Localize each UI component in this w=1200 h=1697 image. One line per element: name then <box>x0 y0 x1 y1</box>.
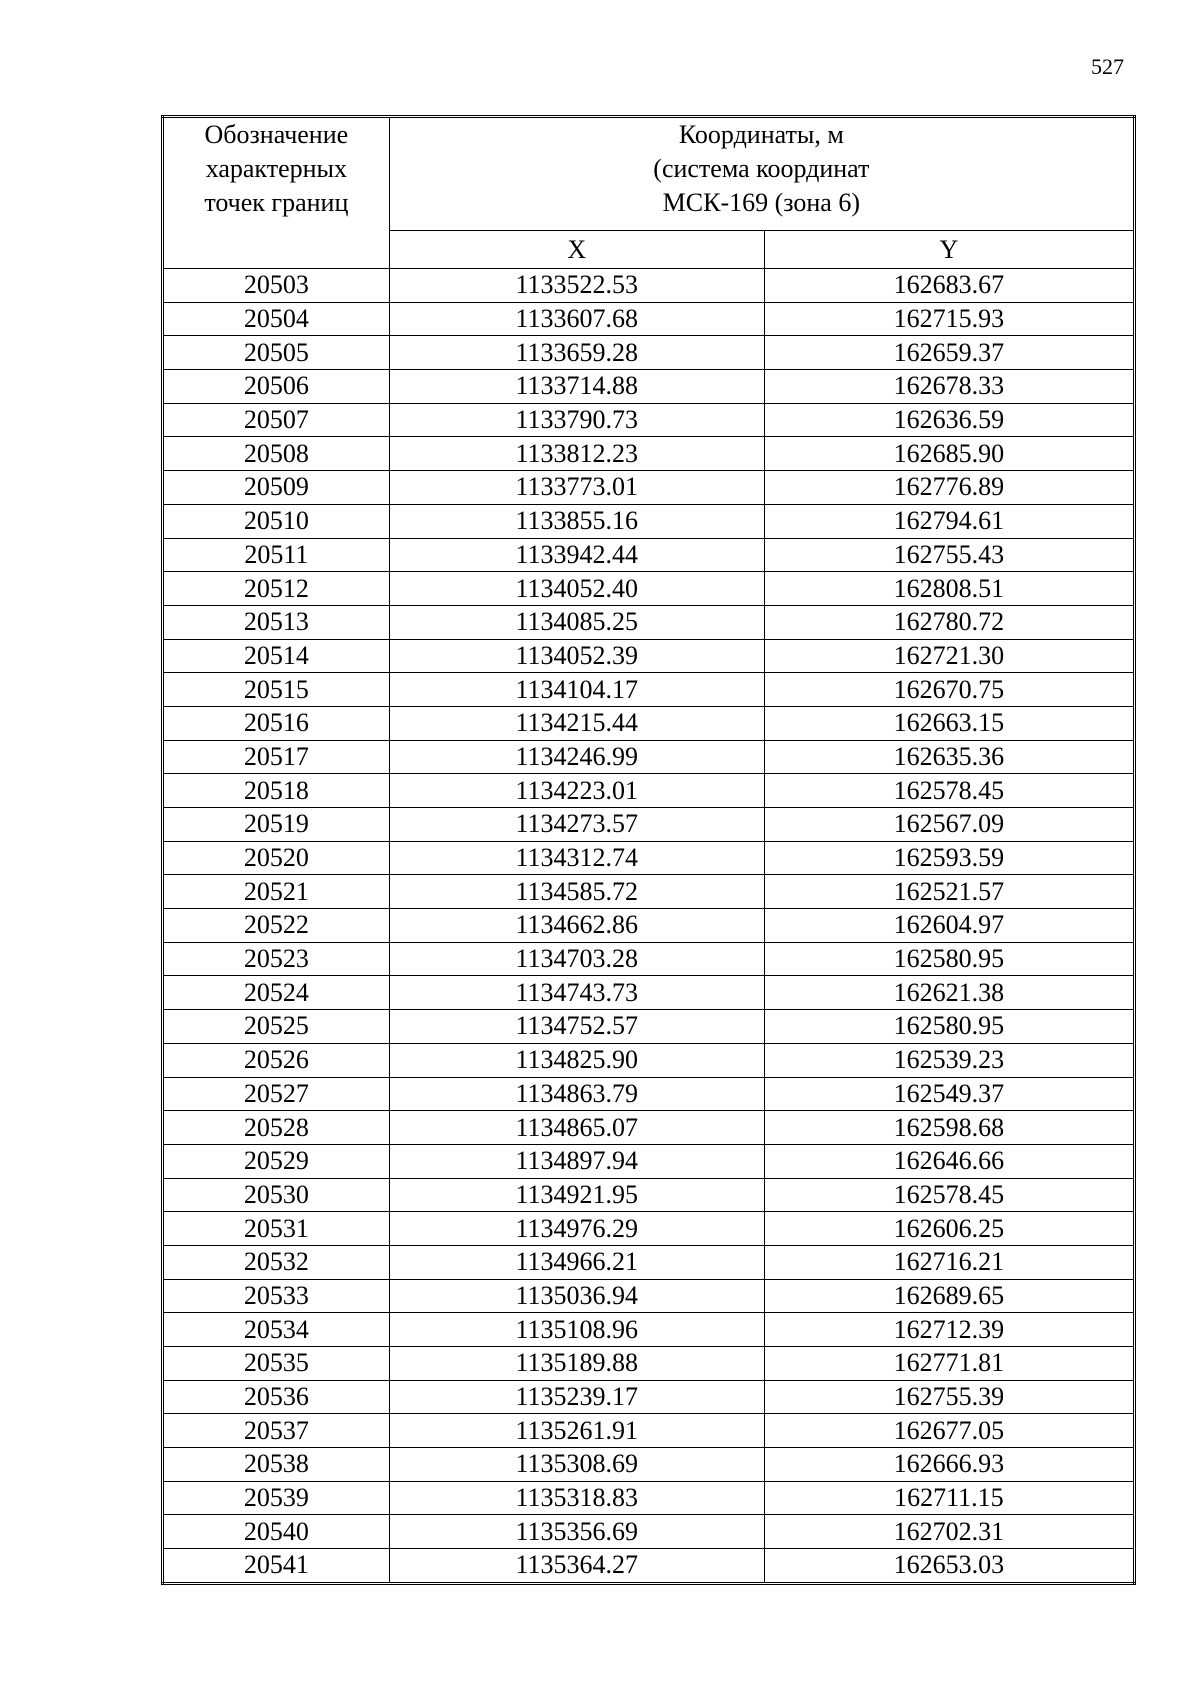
point-id-cell: 20512 <box>163 572 390 606</box>
x-coordinate-cell: 1134825.90 <box>389 1043 764 1077</box>
points-column-header <box>163 117 390 269</box>
x-coordinate-cell: 1135036.94 <box>389 1279 764 1313</box>
point-id-cell: 20525 <box>163 1010 390 1044</box>
table-row <box>163 774 1135 808</box>
y-coordinate-cell: 162578.45 <box>764 1178 1134 1212</box>
x-coordinate-cell: 1134897.94 <box>389 1144 764 1178</box>
point-id-cell: 20503 <box>163 269 390 303</box>
x-coordinate-cell: 1134273.57 <box>389 808 764 842</box>
x-coordinate-cell: 1133607.68 <box>389 302 764 336</box>
y-coordinate-cell: 162578.45 <box>764 774 1134 808</box>
x-coordinate-cell: 1134104.17 <box>389 673 764 707</box>
point-id-cell: 20536 <box>163 1380 390 1414</box>
x-coordinate-cell: 1135239.17 <box>389 1380 764 1414</box>
point-id-cell: 20530 <box>163 1178 390 1212</box>
y-coordinate-cell: 162636.59 <box>764 403 1134 437</box>
x-coordinate-cell: 1133790.73 <box>389 403 764 437</box>
point-id-cell: 20513 <box>163 605 390 639</box>
table-row <box>163 403 1135 437</box>
y-coordinate-cell: 162702.31 <box>764 1515 1134 1549</box>
x-coordinate-cell: 1134312.74 <box>389 841 764 875</box>
y-coordinate-cell: 162689.65 <box>764 1279 1134 1313</box>
coords-header-line: Координаты, м <box>678 120 844 149</box>
table-row <box>163 1347 1135 1381</box>
y-coordinate-cell: 162598.68 <box>764 1111 1134 1145</box>
point-id-cell: 20522 <box>163 909 390 943</box>
coordinates-column-header <box>389 117 1134 231</box>
y-coordinate-cell: 162521.57 <box>764 875 1134 909</box>
point-id-cell: 20532 <box>163 1245 390 1279</box>
x-coordinate-cell: 1135318.83 <box>389 1481 764 1515</box>
table-row <box>163 1212 1135 1246</box>
x-coordinate-cell: 1134246.99 <box>389 740 764 774</box>
table-row <box>163 1380 1135 1414</box>
table-row <box>163 1414 1135 1448</box>
table-row <box>163 673 1135 707</box>
x-coordinate-cell: 1134085.25 <box>389 605 764 639</box>
table-row <box>163 1313 1135 1347</box>
point-id-cell: 20510 <box>163 504 390 538</box>
y-coordinate-cell: 162604.97 <box>764 909 1134 943</box>
coords-header-line: (система координат <box>653 154 870 183</box>
x-coordinate-cell: 1134703.28 <box>389 942 764 976</box>
point-id-cell: 20521 <box>163 875 390 909</box>
x-coordinate-cell: 1133659.28 <box>389 336 764 370</box>
table-row <box>163 605 1135 639</box>
x-coordinate-cell: 1134215.44 <box>389 706 764 740</box>
table-row <box>163 1178 1135 1212</box>
x-coordinate-cell: 1135261.91 <box>389 1414 764 1448</box>
table-row <box>163 269 1135 303</box>
y-coordinate-cell: 162716.21 <box>764 1245 1134 1279</box>
table-row <box>163 1549 1135 1584</box>
point-id-cell: 20526 <box>163 1043 390 1077</box>
point-id-cell: 20531 <box>163 1212 390 1246</box>
y-coordinate-cell: 162653.03 <box>764 1549 1134 1584</box>
point-id-cell: 20517 <box>163 740 390 774</box>
y-coordinate-cell: 162666.93 <box>764 1448 1134 1482</box>
point-id-cell: 20507 <box>163 403 390 437</box>
table-row <box>163 1245 1135 1279</box>
x-coordinate-cell: 1133522.53 <box>389 269 764 303</box>
y-coordinate-cell: 162567.09 <box>764 808 1134 842</box>
point-id-cell: 20505 <box>163 336 390 370</box>
table-row <box>163 437 1135 471</box>
table-row <box>163 1144 1135 1178</box>
table-row <box>163 1077 1135 1111</box>
y-coordinate-cell: 162808.51 <box>764 572 1134 606</box>
table-header <box>163 117 1135 269</box>
points-header-line: Обозначение <box>204 120 349 149</box>
point-id-cell: 20528 <box>163 1111 390 1145</box>
point-id-cell: 20527 <box>163 1077 390 1111</box>
y-coordinate-cell: 162755.39 <box>764 1380 1134 1414</box>
x-column-header: X <box>389 231 764 269</box>
point-id-cell: 20539 <box>163 1481 390 1515</box>
y-coordinate-cell: 162755.43 <box>764 538 1134 572</box>
coords-header-line: МСК-169 (зона 6) <box>662 188 861 217</box>
point-id-cell: 20511 <box>163 538 390 572</box>
y-coordinate-cell: 162776.89 <box>764 471 1134 505</box>
x-coordinate-cell: 1134052.39 <box>389 639 764 673</box>
point-id-cell: 20506 <box>163 370 390 404</box>
points-header-line: точек границ <box>204 188 349 217</box>
point-id-cell: 20514 <box>163 639 390 673</box>
y-coordinate-cell: 162715.93 <box>764 302 1134 336</box>
x-coordinate-cell: 1133855.16 <box>389 504 764 538</box>
x-coordinate-cell: 1134223.01 <box>389 774 764 808</box>
point-id-cell: 20535 <box>163 1347 390 1381</box>
y-coordinate-cell: 162712.39 <box>764 1313 1134 1347</box>
point-id-cell: 20540 <box>163 1515 390 1549</box>
table-row <box>163 1481 1135 1515</box>
point-id-cell: 20518 <box>163 774 390 808</box>
coordinates-table <box>161 115 1136 1585</box>
point-id-cell: 20537 <box>163 1414 390 1448</box>
point-id-cell: 20529 <box>163 1144 390 1178</box>
table-row <box>163 1515 1135 1549</box>
x-coordinate-cell: 1134976.29 <box>389 1212 764 1246</box>
y-coordinate-cell: 162646.66 <box>764 1144 1134 1178</box>
table-row <box>163 572 1135 606</box>
table-row <box>163 875 1135 909</box>
point-id-cell: 20508 <box>163 437 390 471</box>
table-row <box>163 942 1135 976</box>
table-row <box>163 976 1135 1010</box>
table-row <box>163 808 1135 842</box>
table-row <box>163 302 1135 336</box>
table-row <box>163 370 1135 404</box>
point-id-cell: 20523 <box>163 942 390 976</box>
table-row <box>163 1448 1135 1482</box>
table-row <box>163 538 1135 572</box>
y-coordinate-cell: 162685.90 <box>764 437 1134 471</box>
table-row <box>163 639 1135 673</box>
x-coordinate-cell: 1135108.96 <box>389 1313 764 1347</box>
y-coordinate-cell: 162677.05 <box>764 1414 1134 1448</box>
x-coordinate-cell: 1133812.23 <box>389 437 764 471</box>
point-id-cell: 20538 <box>163 1448 390 1482</box>
point-id-cell: 20534 <box>163 1313 390 1347</box>
x-coordinate-cell: 1135364.27 <box>389 1549 764 1584</box>
y-coordinate-cell: 162721.30 <box>764 639 1134 673</box>
x-coordinate-cell: 1134585.72 <box>389 875 764 909</box>
x-coordinate-cell: 1134863.79 <box>389 1077 764 1111</box>
point-id-cell: 20541 <box>163 1549 390 1584</box>
table-row <box>163 1010 1135 1044</box>
table-row <box>163 504 1135 538</box>
point-id-cell: 20509 <box>163 471 390 505</box>
y-coordinate-cell: 162593.59 <box>764 841 1134 875</box>
y-coordinate-cell: 162621.38 <box>764 976 1134 1010</box>
x-coordinate-cell: 1135189.88 <box>389 1347 764 1381</box>
y-coordinate-cell: 162771.81 <box>764 1347 1134 1381</box>
table-row <box>163 336 1135 370</box>
x-coordinate-cell: 1134052.40 <box>389 572 764 606</box>
table-row <box>163 1043 1135 1077</box>
y-coordinate-cell: 162580.95 <box>764 1010 1134 1044</box>
point-id-cell: 20524 <box>163 976 390 1010</box>
table-row <box>163 1111 1135 1145</box>
table-row <box>163 740 1135 774</box>
y-column-header: Y <box>764 231 1134 269</box>
table-row <box>163 841 1135 875</box>
point-id-cell: 20515 <box>163 673 390 707</box>
point-id-cell: 20519 <box>163 808 390 842</box>
table-row <box>163 1279 1135 1313</box>
table-row <box>163 909 1135 943</box>
y-coordinate-cell: 162580.95 <box>764 942 1134 976</box>
y-coordinate-cell: 162539.23 <box>764 1043 1134 1077</box>
x-coordinate-cell: 1133942.44 <box>389 538 764 572</box>
y-coordinate-cell: 162635.36 <box>764 740 1134 774</box>
table-body <box>163 269 1135 1584</box>
point-id-cell: 20520 <box>163 841 390 875</box>
x-coordinate-cell: 1133714.88 <box>389 370 764 404</box>
page-number: 527 <box>1091 54 1124 79</box>
y-coordinate-cell: 162670.75 <box>764 673 1134 707</box>
x-coordinate-cell: 1134752.57 <box>389 1010 764 1044</box>
x-coordinate-cell: 1135356.69 <box>389 1515 764 1549</box>
point-id-cell: 20516 <box>163 706 390 740</box>
x-coordinate-cell: 1134921.95 <box>389 1178 764 1212</box>
point-id-cell: 20533 <box>163 1279 390 1313</box>
y-coordinate-cell: 162663.15 <box>764 706 1134 740</box>
y-coordinate-cell: 162780.72 <box>764 605 1134 639</box>
x-coordinate-cell: 1135308.69 <box>389 1448 764 1482</box>
y-coordinate-cell: 162711.15 <box>764 1481 1134 1515</box>
points-header-line: характерных <box>205 154 347 183</box>
x-coordinate-cell: 1134743.73 <box>389 976 764 1010</box>
y-coordinate-cell: 162678.33 <box>764 370 1134 404</box>
y-coordinate-cell: 162549.37 <box>764 1077 1134 1111</box>
y-coordinate-cell: 162659.37 <box>764 336 1134 370</box>
x-coordinate-cell: 1134662.86 <box>389 909 764 943</box>
y-coordinate-cell: 162794.61 <box>764 504 1134 538</box>
point-id-cell: 20504 <box>163 302 390 336</box>
y-coordinate-cell: 162683.67 <box>764 269 1134 303</box>
y-coordinate-cell: 162606.25 <box>764 1212 1134 1246</box>
x-coordinate-cell: 1134865.07 <box>389 1111 764 1145</box>
x-coordinate-cell: 1134966.21 <box>389 1245 764 1279</box>
table-row <box>163 706 1135 740</box>
x-coordinate-cell: 1133773.01 <box>389 471 764 505</box>
table-row <box>163 471 1135 505</box>
